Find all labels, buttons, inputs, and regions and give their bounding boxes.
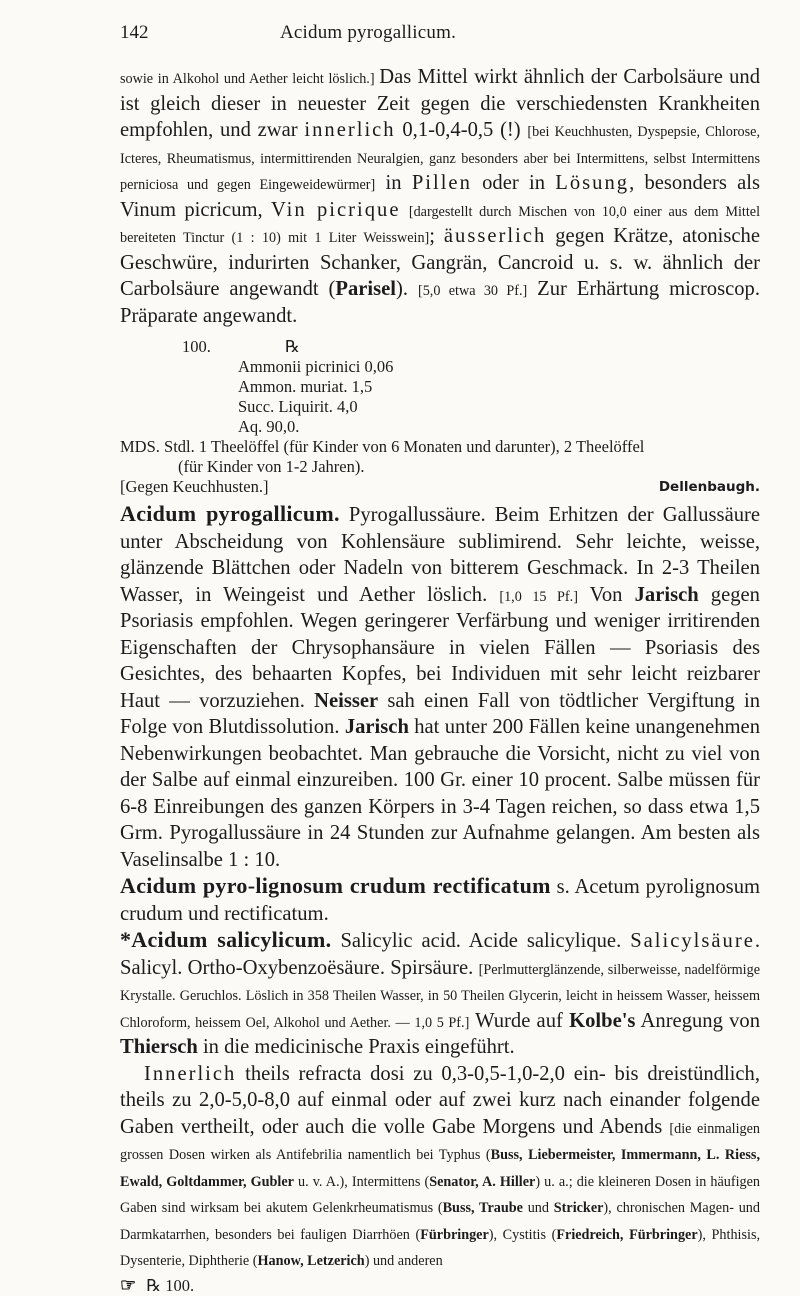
para5-segment: [die einmaligen grossen Dosen wirken als Antifebrilia namentlich bei Typhus ( <box>120 1120 760 1163</box>
paragraph-salicylicum-dosage <box>120 1061 760 1273</box>
para1-segment: Pillen <box>411 172 472 194</box>
para5-segment: ) und anderen <box>364 1253 443 1269</box>
ingredient-line: Ammon. muriat. 1,5 <box>238 377 373 396</box>
para4-segment: . Salicyl. Ortho-Oxybenzoësäure. Spirsäure. <box>120 930 760 979</box>
para3-segment: s. Acetum pyrolignosum crudum und rectificatum. <box>120 876 761 925</box>
running-header <box>120 22 760 52</box>
para4-segment: Wurde auf <box>469 1009 570 1032</box>
para4-segment: [Perlmutterglänzende, silberweisse, nadelförmige Krystalle. Geruchlos. Löslich in 358 Theilen Wasser, in 50 Theilen Glycerin, leicht in heissem Wasser, heissem Chloroform, heissem Oel, Alkohol und Aether. — 1,0 5 Pf.] <box>120 961 761 1031</box>
para5-segment: Friedreich, Fürbringer <box>556 1226 698 1243</box>
para5-segment: ), Cystitis ( <box>488 1226 557 1243</box>
para1-segment: Parisel <box>335 278 397 300</box>
ingredient-line: Succ. Liquirit. 4,0 <box>238 397 358 416</box>
para5-segment: und <box>522 1200 554 1216</box>
para2-segment: sah einen Fall von tödtlicher Vergiftung in Folge von Blutdissolution. <box>120 689 760 738</box>
para2-segment: Pyrogallussäure. Beim Erhitzen der Gallussäure unter Abscheidung von Kohlensäure sublimirend. Sehr leichte, weisse, glänzende Blättchen oder Nadeln von bitterem Geschmack. In 2-3 Theilen Wasser, in Weingeist und Aether löslich. <box>120 504 761 606</box>
dosage-instruction: MDS. Stdl. 1 Theelöffel (für Kinder von 6 Monaten und darunter), 2 Theelöffel <box>120 437 645 456</box>
ingredient-line: Ammonii picrinici 0,06 <box>238 357 394 376</box>
para5-segment: ) u. a.; die kleineren Dosen in häufigen Gaben sind wirksam bei akutem Gelenkrheumatismus ( <box>120 1173 761 1216</box>
para1-segment: oder in <box>471 172 556 194</box>
para3-segment: Acidum pyro-lignosum crudum rectificatum <box>120 873 551 898</box>
para5-segment: Buss, Traube <box>442 1200 523 1216</box>
para1-segment: ; <box>429 225 444 247</box>
para5-segment: Stricker <box>553 1200 604 1216</box>
footer-reference <box>120 1275 760 1296</box>
page-body <box>120 64 760 1296</box>
page-number: 142 <box>120 22 149 43</box>
para5-segment: Senator, A. Hiller <box>429 1173 536 1190</box>
indication: [Gegen Keuchhusten.] <box>120 477 269 496</box>
para4-segment: Salicylic acid. Acide salicylique. <box>331 930 631 952</box>
prescription-author: Dellenbaugh. <box>658 479 760 495</box>
para1-segment: Vin picrique <box>271 198 401 221</box>
para1-segment: [5,0 etwa 30 Pf.] <box>417 283 528 299</box>
para2-segment: [1,0 15 Pf.] <box>499 588 578 605</box>
para2-segment: Jarisch <box>344 716 409 738</box>
para1-segment: Lösung <box>555 172 630 194</box>
prescription-number: 100. <box>182 337 211 356</box>
para1-segment: [dargestellt durch Mischen von 10,0 einer aus dem Mittel bereiteten Tinctur (1 : 10) mit 1 Liter Weisswein] <box>120 203 761 246</box>
para2-segment: Von <box>577 583 635 606</box>
para1-segment: 0,1-0,4-0,5 (!) <box>395 119 528 141</box>
para2-segment: gegen Psoriasis empfohlen. Wegen geringerer Verfärbung und weniger irritirenden Eigenschaften der Chrysophansäure in vielen Fällen — Psoriasis des Gesichtes, des behaarten Kopfes, bei Individuen mit sehr leicht reizbarer Haut — vorzuziehen. <box>120 583 760 712</box>
para5-segment: theils refracta dosi zu 0,3-0,5-1,0-2,0 ein- bis dreistündlich, theils zu 2,0-5,0-8,0 auf einmal oder auf zwei kurz nach einander folgende Gaben vertheilt, oder auch die volle Gabe Morgens und Abends <box>120 1062 760 1138</box>
paragraph-salicylicum <box>120 927 760 1061</box>
ingredient-line: Aq. 90,0. <box>238 417 300 436</box>
para1-segment: ). <box>396 278 418 300</box>
para2-segment: Jarisch <box>634 583 699 606</box>
prescription-footer <box>120 477 760 497</box>
para5-segment: u. v. A.), Intermittens ( <box>293 1173 430 1190</box>
para4-segment: Anregung von <box>635 1009 760 1032</box>
para1-segment: in <box>375 172 412 194</box>
prescription-number: 100. <box>165 1275 195 1295</box>
para1-segment: [bei Keuchhusten, Dyspepsie, Chlorose, Icteres, Rheumatismus, intermittirenden Neuralgien, ganz besonders aber bei Intermittens, selbst Intermittens perniciosa und gegen Eingeweidewürmer] <box>120 124 761 193</box>
para2-segment: hat unter 200 Fällen keine unangenehmen Nebenwirkungen beobachtet. Man gebrauche die Vorsicht, nicht zu viel von der Salbe auf einmal einzureiben. 100 Gr. einer 10 procent. Salbe müssen für 6-8 Einreibungen des ganzen Körpers in 3-4 Tagen reichen, so dass etwa 1,5 Grm. Pyrogallussäure in 24 Stunden zur Aufnahme gelangen. Am besten als Vaselinsalbe 1 : 10. <box>120 716 760 871</box>
prescription-100 <box>120 337 760 497</box>
para5-segment: Hanow, Letzerich <box>257 1253 365 1269</box>
para5-segment: Innerlich <box>144 1062 237 1085</box>
para1-segment: innerlich <box>304 119 396 141</box>
para4-segment: Salicylsäure <box>630 930 755 952</box>
para2-segment: Acidum pyrogallicum. <box>120 501 340 526</box>
para5-segment: Fürbringer <box>420 1226 489 1243</box>
dosage-instruction-continued: (für Kinder von 1-2 Jahren). <box>178 457 365 476</box>
para1-segment <box>401 199 409 221</box>
paragraph-pyrolignosum <box>120 873 760 927</box>
para1-segment: , besonders als Vinum picricum, <box>120 172 760 221</box>
para5-segment: ), Phthisis, Dysenterie, Diphtherie ( <box>120 1226 761 1269</box>
recipe-icon: ℞ <box>146 1275 162 1295</box>
para1-segment: sowie in Alkohol und Aether leicht löslich.] <box>120 71 380 87</box>
paragraph-carbol <box>120 64 760 329</box>
para1-segment: Zur Erhärtung microscop. Präparate angewandt. <box>120 278 760 327</box>
pointing-hand-icon: ☞ <box>120 1274 137 1295</box>
para4-segment: Kolbe's <box>569 1009 636 1032</box>
para5-segment: ), chronischen Magen- und Darmkatarrhen, besonders bei fauligen Diarrhöen ( <box>120 1200 760 1243</box>
para5-segment: Buss, Liebermeister, Immermann, L. Riess, Ewald, Goltdammer, Gubler <box>120 1147 760 1190</box>
para4-segment: in die medicinische Praxis eingeführt. <box>197 1036 515 1058</box>
para1-segment: Das Mittel wirkt ähnlich der Carbolsäure und ist gleich dieser in neuester Zeit gegen die verschiedensten Krankheiten empfohlen, und zwar <box>120 66 760 141</box>
para1-segment: gegen Krätze, atonische Geschwüre, indurirten Schanker, Gangrän, Cancroid u. s. w. ähnlich der Carbolsäure angewandt ( <box>120 225 760 300</box>
running-title: Acidum pyrogallicum. <box>280 22 457 43</box>
recipe-icon: ℞ <box>285 337 300 356</box>
para1-segment: äusserlich <box>443 225 547 247</box>
para4-segment: Thiersch <box>120 1036 198 1058</box>
para4-segment: *Acidum salicylicum. <box>120 927 332 952</box>
para2-segment: Neisser <box>314 689 379 712</box>
paragraph-pyrogallicum <box>120 501 760 873</box>
